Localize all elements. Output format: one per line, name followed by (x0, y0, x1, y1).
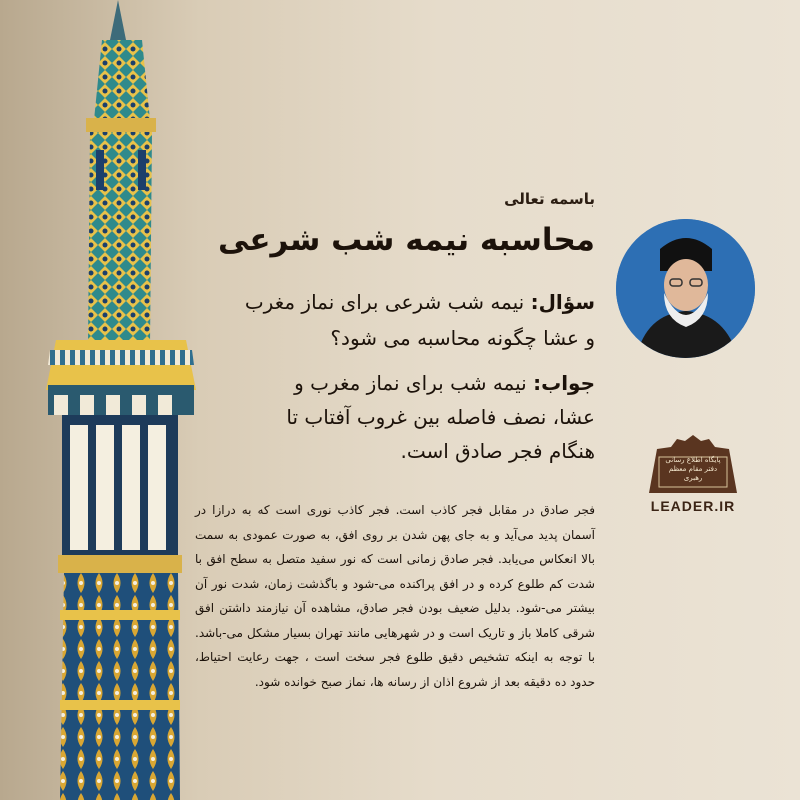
answer-text: نیمه شب برای نماز مغرب و عشا، نصف فاصله بین غروب آفتاب تا هنگام فجر صادق است. (286, 371, 595, 463)
explanation-paragraph: فجر صادق در مقابل فجر کاذب است. فجر کاذب نوری است که به درازا در آسمان پدید می‌آید و به جای پهن شدن بر روی افق، به صورت عمودی به سمت بالا انعکاس می‌یابد. فجر صادق زمانی است که نور سفید متصل به سطح افق با شدت کم طلوع کرده و در افق پراکنده می-شود و باگذشت زمان، شدت نور آن بیشتر می-شود. بدلیل ضعیف بودن فجر صادق، مشاهده آن نیازمند داشتن افق شرقی کاملا باز و تاریک است و در شهرهایی مانند تهران بسیار مشکل می-باشد. با توجه به اینکه تشخیص دقیق طلوع فجر سخت است ، جهت رعایت احتیاط، حدود ده دقیقه بعد از شروع اذان از رسانه ها، نماز صبح خوانده شود. (195, 503, 595, 689)
question-block (230, 284, 595, 356)
logo-emblem-text: پایگاه اطلاع رسانی دفتر مقام معظم رهبری (665, 456, 721, 482)
answer-block (255, 366, 595, 468)
question-label: سؤال: (530, 290, 595, 314)
portrait-image (616, 219, 755, 358)
question-text: نیمه شب شرعی برای نماز مغرب و عشا چگونه محاسبه می شود؟ (244, 290, 595, 350)
page-title: محاسبه نیمه شب شرعی (218, 222, 595, 258)
logo-site-text: LEADER.IR (650, 498, 736, 514)
basmala-heading: باسمه تعالی (504, 190, 595, 208)
answer-label: جواب: (533, 371, 595, 395)
